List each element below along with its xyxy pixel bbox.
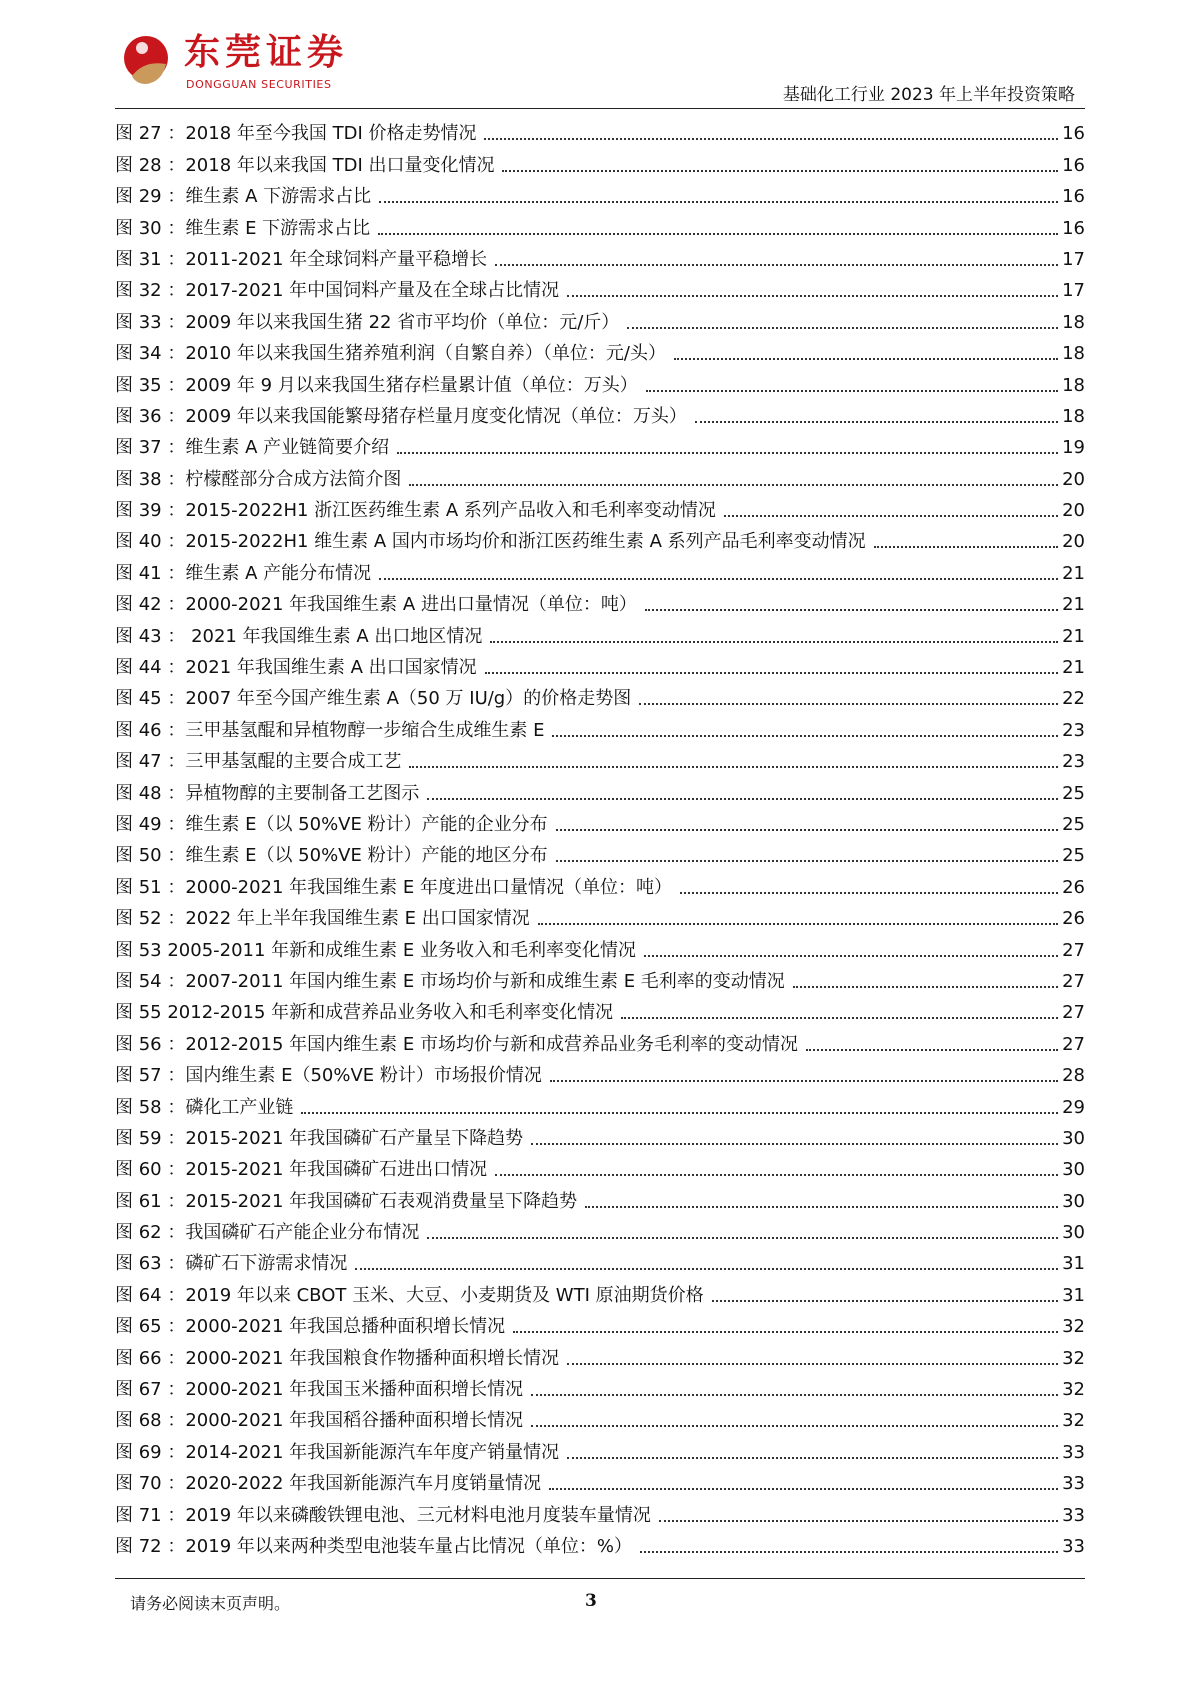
disclaimer-note: 请务必阅读末页声明。 bbox=[130, 1594, 291, 1613]
toc-entry-page: 31 bbox=[1062, 1284, 1085, 1306]
toc-entry-page: 33 bbox=[1062, 1441, 1085, 1463]
toc-entry-page: 27 bbox=[1062, 1033, 1085, 1055]
toc-entry[interactable] bbox=[115, 679, 1085, 710]
toc-entry[interactable] bbox=[115, 302, 1085, 333]
toc-entry-page: 18 bbox=[1062, 374, 1085, 396]
toc-entry-label: 图 30 ：维生素 E 下游需求占比 bbox=[115, 217, 371, 239]
toc-entry-label: 图 35 ：2009 年 9 月以来我国生猪存栏量累计值（单位：万头） bbox=[115, 374, 638, 396]
toc-entry-page: 21 bbox=[1062, 594, 1085, 616]
toc-entry-page: 26 bbox=[1062, 876, 1085, 898]
toc-entry-page: 16 bbox=[1062, 154, 1085, 176]
toc-entry-label: 图 58 ：磷化工产业链 bbox=[115, 1096, 294, 1118]
toc-dot-leader bbox=[806, 1049, 1058, 1051]
toc-dot-leader bbox=[556, 860, 1059, 862]
toc-entry[interactable] bbox=[115, 553, 1085, 584]
toc-entry[interactable] bbox=[115, 208, 1085, 239]
toc-dot-leader bbox=[567, 1363, 1058, 1365]
toc-entry[interactable] bbox=[115, 334, 1085, 365]
toc-entry-page: 33 bbox=[1062, 1473, 1085, 1495]
toc-dot-leader bbox=[409, 766, 1058, 768]
toc-entry-page: 31 bbox=[1062, 1253, 1085, 1275]
toc-entry-label: 图 63 ：磷矿石下游需求情况 bbox=[115, 1253, 348, 1275]
toc-entry-label: 图 61 ：2015-2021 年我国磷矿石表观消费量呈下降趋势 bbox=[115, 1190, 578, 1212]
toc-entry-page: 16 bbox=[1062, 123, 1085, 145]
toc-entry[interactable] bbox=[115, 930, 1085, 961]
toc-entry-page: 21 bbox=[1062, 562, 1085, 584]
toc-entry-label: 图 37 ：维生素 A 产业链简要介绍 bbox=[115, 437, 390, 459]
toc-entry-label: 图 36 ：2009 年以来我国能繁母猪存栏量月度变化情况（单位：万头） bbox=[115, 405, 687, 427]
toc-dot-leader bbox=[724, 515, 1058, 517]
toc-entry[interactable] bbox=[115, 1464, 1085, 1495]
toc-entry[interactable] bbox=[115, 773, 1085, 804]
toc-entry-label: 图 64 ：2019 年以来 CBOT 玉米、大豆、小麦期货及 WTI 原油期货价格 bbox=[115, 1284, 704, 1306]
toc-entry-label: 图 44 ：2021 年我国维生素 A 出口国家情况 bbox=[115, 657, 477, 679]
toc-dot-leader bbox=[484, 138, 1058, 140]
toc-entry-label: 图 55 2012-2015 年新和成营养品业务收入和毛利率变化情况 bbox=[115, 1002, 614, 1024]
toc-entry-page: 20 bbox=[1062, 531, 1085, 553]
toc-entry[interactable] bbox=[115, 1495, 1085, 1526]
toc-dot-leader bbox=[531, 1394, 1058, 1396]
toc-entry[interactable] bbox=[115, 114, 1085, 145]
toc-entry[interactable] bbox=[115, 145, 1085, 176]
toc-entry-page: 32 bbox=[1062, 1379, 1085, 1401]
toc-entry-page: 27 bbox=[1062, 939, 1085, 961]
toc-entry-page: 27 bbox=[1062, 1002, 1085, 1024]
toc-entry[interactable] bbox=[115, 836, 1085, 867]
toc-entry-label: 图 32 ：2017-2021 年中国饲料产量及在全球占比情况 bbox=[115, 280, 560, 302]
toc-entry[interactable] bbox=[115, 522, 1085, 553]
toc-entry[interactable] bbox=[115, 648, 1085, 679]
toc-entry[interactable] bbox=[115, 1338, 1085, 1369]
toc-entry-label: 图 62 ：我国磷矿石产能企业分布情况 bbox=[115, 1222, 420, 1244]
toc-entry[interactable] bbox=[115, 428, 1085, 459]
toc-dot-leader bbox=[621, 1017, 1058, 1019]
toc-entry-label: 图 72 ：2019 年以来两种类型电池装车量占比情况（单位：%） bbox=[115, 1535, 632, 1557]
toc-entry-label: 图 67 ：2000-2021 年我国玉米播种面积增长情况 bbox=[115, 1379, 524, 1401]
toc-entry-page: 30 bbox=[1062, 1127, 1085, 1149]
toc-entry[interactable] bbox=[115, 1370, 1085, 1401]
toc-entry-page: 25 bbox=[1062, 782, 1085, 804]
toc-entry-page: 27 bbox=[1062, 970, 1085, 992]
toc-entry[interactable] bbox=[115, 1056, 1085, 1087]
toc-entry[interactable] bbox=[115, 867, 1085, 898]
toc-dot-leader bbox=[556, 829, 1059, 831]
toc-entry[interactable] bbox=[115, 1213, 1085, 1244]
toc-entry-label: 图 39 ：2015-2022H1 浙江医药维生素 A 系列产品收入和毛利率变动情况 bbox=[115, 500, 716, 522]
page-header bbox=[0, 0, 1190, 112]
toc-entry[interactable] bbox=[115, 459, 1085, 490]
toc-entry-label: 图 65 ：2000-2021 年我国总播种面积增长情况 bbox=[115, 1316, 506, 1338]
toc-entry[interactable] bbox=[115, 1527, 1085, 1558]
toc-entry-label: 图 47 ：三甲基氢醌的主要合成工艺 bbox=[115, 751, 402, 773]
toc-entry-label: 图 38 ：柠檬醛部分合成方法简介图 bbox=[115, 468, 402, 490]
toc-dot-leader bbox=[567, 295, 1058, 297]
toc-entry-label: 图 66 ：2000-2021 年我国粮食作物播种面积增长情况 bbox=[115, 1347, 560, 1369]
toc-entry-label: 图 56 ：2012-2015 年国内维生素 E 市场均价与新和成营养品业务毛利率的变动情况 bbox=[115, 1033, 798, 1055]
toc-dot-leader bbox=[646, 390, 1058, 392]
page-number: 3 bbox=[585, 1591, 597, 1611]
toc-dot-leader bbox=[495, 1174, 1058, 1176]
toc-dot-leader bbox=[874, 546, 1058, 548]
toc-entry[interactable] bbox=[115, 805, 1085, 836]
toc-dot-leader bbox=[567, 1457, 1058, 1459]
toc-entry[interactable] bbox=[115, 1307, 1085, 1338]
toc-entry-label: 图 45 ：2007 年至今国产维生素 A（50 万 IU/g）的价格走势图 bbox=[115, 688, 632, 710]
toc-dot-leader bbox=[301, 1112, 1058, 1114]
toc-entry-page: 18 bbox=[1062, 405, 1085, 427]
toc-entry-label: 图 43 ： 2021 年我国维生素 A 出口地区情况 bbox=[115, 625, 483, 647]
toc-dot-leader bbox=[531, 1425, 1058, 1427]
toc-entry-page: 32 bbox=[1062, 1347, 1085, 1369]
toc-entry-label: 图 54 ：2007-2011 年国内维生素 E 市场均价与新和成维生素 E 毛利率的变动情况 bbox=[115, 970, 785, 992]
toc-entry-page: 30 bbox=[1062, 1159, 1085, 1181]
toc-dot-leader bbox=[531, 1143, 1058, 1145]
toc-entry-label: 图 29 ：维生素 A 下游需求占比 bbox=[115, 186, 372, 208]
toc-entry-label: 图 59 ：2015-2021 年我国磷矿石产量呈下降趋势 bbox=[115, 1127, 524, 1149]
toc-entry-page: 21 bbox=[1062, 657, 1085, 679]
toc-entry-page: 33 bbox=[1062, 1504, 1085, 1526]
toc-dot-leader bbox=[585, 1206, 1058, 1208]
toc-entry-page: 20 bbox=[1062, 500, 1085, 522]
toc-entry-label: 图 50 ：维生素 E（以 50%VE 粉计）产能的地区分布 bbox=[115, 845, 548, 867]
toc-dot-leader bbox=[379, 578, 1058, 580]
toc-entry[interactable] bbox=[115, 365, 1085, 396]
toc-entry-page: 22 bbox=[1062, 688, 1085, 710]
toc-entry-page: 29 bbox=[1062, 1096, 1085, 1118]
toc-entry[interactable] bbox=[115, 1401, 1085, 1432]
toc-entry[interactable] bbox=[115, 585, 1085, 616]
toc-entry[interactable] bbox=[115, 491, 1085, 522]
toc-dot-leader bbox=[378, 233, 1058, 235]
toc-entry[interactable] bbox=[115, 899, 1085, 930]
toc-dot-leader bbox=[550, 1080, 1058, 1082]
toc-entry-page: 30 bbox=[1062, 1190, 1085, 1212]
report-title: 基础化工行业 2023 年上半年投资策略 bbox=[782, 85, 1075, 105]
toc-dot-leader bbox=[695, 421, 1058, 423]
toc-entry-page: 28 bbox=[1062, 1065, 1085, 1087]
toc-entry-page: 18 bbox=[1062, 311, 1085, 333]
toc-dot-leader bbox=[397, 452, 1058, 454]
toc-dot-leader bbox=[355, 1268, 1058, 1270]
toc-entry-page: 32 bbox=[1062, 1410, 1085, 1432]
toc-dot-leader bbox=[427, 1237, 1058, 1239]
toc-dot-leader bbox=[640, 1551, 1058, 1553]
toc-entry-label: 图 46 ：三甲基氢醌和异植物醇一步缩合生成维生素 E bbox=[115, 719, 545, 741]
toc-entry-label: 图 68 ：2000-2021 年我国稻谷播种面积增长情况 bbox=[115, 1410, 524, 1432]
toc-entry[interactable] bbox=[115, 616, 1085, 647]
toc-entry[interactable] bbox=[115, 1024, 1085, 1055]
toc-entry-page: 23 bbox=[1062, 751, 1085, 773]
company-logo bbox=[122, 30, 349, 94]
toc-dot-leader bbox=[793, 986, 1058, 988]
toc-entry[interactable] bbox=[115, 1432, 1085, 1463]
toc-entry-page: 16 bbox=[1062, 217, 1085, 239]
toc-entry-page: 33 bbox=[1062, 1535, 1085, 1557]
toc-entry[interactable] bbox=[115, 1087, 1085, 1118]
toc-dot-leader bbox=[427, 798, 1058, 800]
toc-entry-label: 图 41 ：维生素 A 产能分布情况 bbox=[115, 562, 372, 584]
toc-entry[interactable] bbox=[115, 1119, 1085, 1150]
toc-dot-leader bbox=[680, 892, 1058, 894]
toc-entry[interactable] bbox=[115, 1150, 1085, 1181]
toc-entry-label: 图 71 ：2019 年以来磷酸铁锂电池、三元材料电池月度装车量情况 bbox=[115, 1504, 651, 1526]
toc-entry-label: 图 57 ：国内维生素 E（50%VE 粉计）市场报价情况 bbox=[115, 1065, 542, 1087]
toc-entry[interactable] bbox=[115, 271, 1085, 302]
toc-entry-label: 图 28 ：2018 年以来我国 TDI 出口量变化情况 bbox=[115, 154, 495, 176]
toc-dot-leader bbox=[379, 201, 1058, 203]
figure-list bbox=[115, 114, 1085, 1558]
toc-entry[interactable] bbox=[115, 240, 1085, 271]
toc-entry-label: 图 49 ：维生素 E（以 50%VE 粉计）产能的企业分布 bbox=[115, 813, 548, 835]
toc-entry-page: 16 bbox=[1062, 186, 1085, 208]
toc-entry[interactable] bbox=[115, 710, 1085, 741]
footer-divider bbox=[115, 1578, 1085, 1579]
toc-entry[interactable] bbox=[115, 742, 1085, 773]
toc-entry[interactable] bbox=[115, 993, 1085, 1024]
toc-entry-label: 图 40 ：2015-2022H1 维生素 A 国内市场均价和浙江医药维生素 A 系列产品毛利率变动情况 bbox=[115, 531, 866, 553]
toc-dot-leader bbox=[549, 1488, 1058, 1490]
toc-entry-label: 图 69 ：2014-2021 年我国新能源汽车年度产销量情况 bbox=[115, 1441, 560, 1463]
toc-entry-page: 30 bbox=[1062, 1222, 1085, 1244]
toc-dot-leader bbox=[552, 735, 1058, 737]
toc-entry-page: 19 bbox=[1062, 437, 1085, 459]
toc-entry-page: 17 bbox=[1062, 248, 1085, 270]
toc-dot-leader bbox=[674, 358, 1058, 360]
toc-dot-leader bbox=[538, 923, 1058, 925]
logo-name-en: DONGGUAN SECURITIES bbox=[186, 78, 332, 91]
logo-mark-icon bbox=[122, 30, 174, 94]
toc-entry[interactable] bbox=[115, 1244, 1085, 1275]
logo-name-cn: 东莞证券 bbox=[184, 31, 349, 73]
toc-entry-page: 25 bbox=[1062, 845, 1085, 867]
toc-dot-leader bbox=[513, 1331, 1058, 1333]
toc-entry[interactable] bbox=[115, 397, 1085, 428]
toc-entry-label: 图 51 ：2000-2021 年我国维生素 E 年度进出口量情况（单位：吨） bbox=[115, 876, 672, 898]
toc-dot-leader bbox=[627, 327, 1058, 329]
toc-entry[interactable] bbox=[115, 177, 1085, 208]
toc-dot-leader bbox=[485, 672, 1058, 674]
toc-entry-page: 20 bbox=[1062, 468, 1085, 490]
toc-entry-page: 23 bbox=[1062, 719, 1085, 741]
toc-entry[interactable] bbox=[115, 1181, 1085, 1212]
toc-entry-page: 21 bbox=[1062, 625, 1085, 647]
toc-entry[interactable] bbox=[115, 962, 1085, 993]
toc-entry[interactable] bbox=[115, 1275, 1085, 1306]
toc-dot-leader bbox=[659, 1520, 1058, 1522]
toc-entry-label: 图 60 ：2015-2021 年我国磷矿石进出口情况 bbox=[115, 1159, 488, 1181]
toc-dot-leader bbox=[639, 703, 1058, 705]
toc-entry-label: 图 70 ：2020-2022 年我国新能源汽车月度销量情况 bbox=[115, 1473, 542, 1495]
toc-dot-leader bbox=[502, 170, 1058, 172]
toc-entry-page: 18 bbox=[1062, 343, 1085, 365]
toc-entry-label: 图 34 ：2010 年以来我国生猪养殖利润（自繁自养）（单位：元/头） bbox=[115, 343, 666, 365]
toc-dot-leader bbox=[644, 955, 1058, 957]
toc-dot-leader bbox=[712, 1300, 1058, 1302]
toc-entry-label: 图 52 ：2022 年上半年我国维生素 E 出口国家情况 bbox=[115, 908, 530, 930]
toc-dot-leader bbox=[490, 641, 1058, 643]
toc-entry-page: 32 bbox=[1062, 1316, 1085, 1338]
toc-dot-leader bbox=[645, 609, 1058, 611]
toc-entry-page: 25 bbox=[1062, 813, 1085, 835]
toc-entry-label: 图 48 ：异植物醇的主要制备工艺图示 bbox=[115, 782, 420, 804]
toc-entry-label: 图 27 ：2018 年至今我国 TDI 价格走势情况 bbox=[115, 123, 477, 145]
toc-entry-label: 图 33 ：2009 年以来我国生猪 22 省市平均价（单位：元/斤） bbox=[115, 311, 620, 333]
toc-entry-label: 图 53 2005-2011 年新和成维生素 E 业务收入和毛利率变化情况 bbox=[115, 939, 636, 961]
toc-entry-label: 图 42 ：2000-2021 年我国维生素 A 进出口量情况（单位：吨） bbox=[115, 594, 637, 616]
toc-entry-label: 图 31 ：2011-2021 年全球饲料产量平稳增长 bbox=[115, 248, 488, 270]
header-divider bbox=[115, 108, 1085, 109]
toc-dot-leader bbox=[495, 264, 1058, 266]
toc-entry-page: 17 bbox=[1062, 280, 1085, 302]
toc-dot-leader bbox=[409, 484, 1058, 486]
toc-entry-page: 26 bbox=[1062, 908, 1085, 930]
